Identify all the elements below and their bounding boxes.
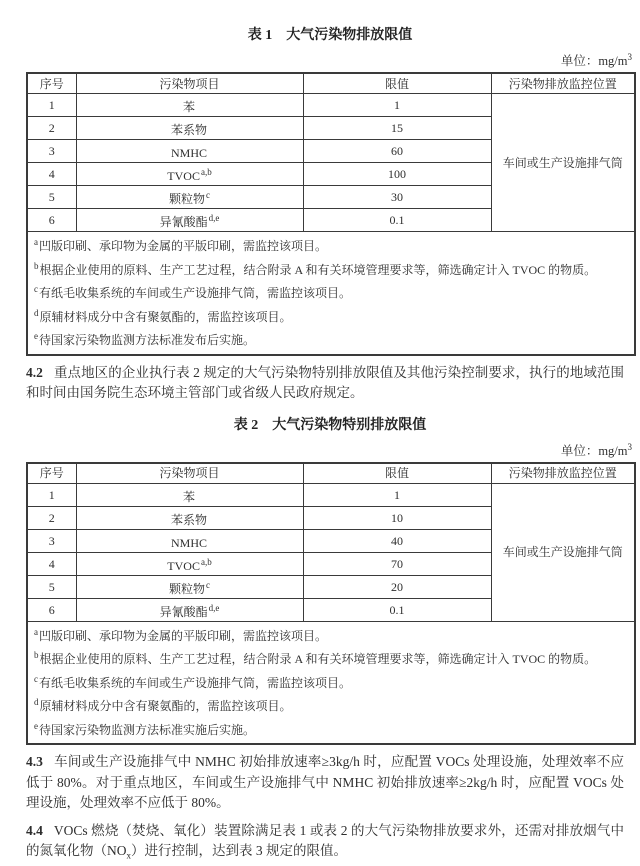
pollutant-text: NMHC xyxy=(171,536,207,550)
pollutant-note-ref: d,e xyxy=(209,603,220,613)
footnote-marker: a xyxy=(34,627,38,637)
limit-value: 100 xyxy=(303,163,491,186)
footnote xyxy=(34,327,628,351)
table1-footnotes-row xyxy=(27,232,635,355)
pollutant-text: TVOC xyxy=(167,559,200,573)
table1-header-no: 序号 xyxy=(27,73,76,94)
row-no: 5 xyxy=(27,575,76,598)
clause-number: 4.2 xyxy=(26,365,43,380)
table2-title: 表 2 大气污染物特别排放限值 xyxy=(26,414,634,434)
pollutant-name xyxy=(76,575,303,598)
pollutant-text: 异氰酸酯 xyxy=(160,605,208,619)
limit-value: 1 xyxy=(303,94,491,117)
pollutant-text: 苯 xyxy=(183,100,195,114)
pollutant-text: 苯 xyxy=(183,490,195,504)
pollutant-name xyxy=(76,209,303,232)
footnote xyxy=(34,257,628,281)
pollutant-name xyxy=(76,483,303,506)
clause-4-3 xyxy=(26,752,624,814)
table2-header-row xyxy=(27,463,635,484)
table1-emission-limits xyxy=(26,72,636,356)
unit-superscript: 3 xyxy=(628,52,633,62)
unit-text: 单位：mg/m xyxy=(561,54,628,68)
footnote-text: 凹版印刷、承印物为金属的平版印刷，需监控该项目。 xyxy=(39,239,327,253)
pollutant-name xyxy=(76,552,303,575)
footnote xyxy=(34,623,628,647)
limit-value: 0.1 xyxy=(303,598,491,621)
footnote-text: 有纸毛收集系统的车间或生产设施排气筒，需监控该项目。 xyxy=(39,676,351,690)
table2-header-monitor: 污染物排放监控位置 xyxy=(491,463,635,484)
clause-4-2 xyxy=(26,363,624,404)
table2-special-emission-limits xyxy=(26,462,636,746)
table2-header-pollutant: 污染物项目 xyxy=(76,463,303,484)
table1-header-monitor: 污染物排放监控位置 xyxy=(491,73,635,94)
row-no: 5 xyxy=(27,186,76,209)
footnote-text: 根据企业使用的原料、生产工艺过程，结合附录 A 和有关环境管理要求等，筛选确定计入 TVOC 的物质。 xyxy=(40,263,597,277)
clause-number: 4.3 xyxy=(26,754,43,769)
table1-header-limit: 限值 xyxy=(303,73,491,94)
pollutant-note-ref: a,b xyxy=(201,167,212,177)
table2-header-limit: 限值 xyxy=(303,463,491,484)
clause-text: VOCs 燃烧（焚烧、氧化）装置除满足表 1 或表 2 的大气污染物排放要求外，还需对排放烟气中的氮氧化物（NO xyxy=(26,823,624,859)
pollutant-name xyxy=(76,140,303,163)
limit-value: 70 xyxy=(303,552,491,575)
table2-unit-label xyxy=(26,441,632,459)
footnote xyxy=(34,670,628,694)
clause-text: ）进行控制，达到表 3 规定的限值。 xyxy=(131,843,347,858)
footnote xyxy=(34,304,628,328)
table-row xyxy=(27,483,635,506)
pollutant-text: 颗粒物 xyxy=(169,192,205,206)
footnote xyxy=(34,233,628,257)
clause-number: 4.4 xyxy=(26,823,43,838)
pollutant-name xyxy=(76,598,303,621)
row-no: 2 xyxy=(27,117,76,140)
pollutant-name xyxy=(76,506,303,529)
row-no: 1 xyxy=(27,94,76,117)
limit-value: 1 xyxy=(303,483,491,506)
pollutant-name xyxy=(76,529,303,552)
table1-header-row xyxy=(27,73,635,94)
footnote-marker: e xyxy=(34,331,38,341)
clause-text: 车间或生产设施排气中 NMHC 初始排放速率≥3kg/h 时，应配置 VOCs 处理设施，处理效率不应低于 80%。对于重点地区，车间或生产设施排气中 NMHC 初始排放速率≥2kg/h 时，应配置 VOCs 处理设施，处理效率不应低于 80%。 xyxy=(26,754,624,810)
limit-value: 0.1 xyxy=(303,209,491,232)
pollutant-text: 苯系物 xyxy=(171,123,207,137)
footnote xyxy=(34,646,628,670)
limit-value: 15 xyxy=(303,117,491,140)
pollutant-note-ref: c xyxy=(206,190,210,200)
table2-footnotes xyxy=(27,621,635,744)
pollutant-text: 苯系物 xyxy=(171,513,207,527)
unit-text: 单位：mg/m xyxy=(561,444,628,458)
footnote-text: 凹版印刷、承印物为金属的平版印刷，需监控该项目。 xyxy=(39,629,327,643)
clause-4-4 xyxy=(26,821,624,866)
pollutant-name xyxy=(76,163,303,186)
row-no: 6 xyxy=(27,598,76,621)
footnote-marker: d xyxy=(34,308,39,318)
clause-text: 重点地区的企业执行表 2 规定的大气污染物特别排放限值及其他污染控制要求，执行的地域范围和时间由国务院生态环境主管部门或省级人民政府规定。 xyxy=(26,365,624,401)
table1-title: 表 1 大气污染物排放限值 xyxy=(26,24,634,44)
row-no: 1 xyxy=(27,483,76,506)
footnote-text: 待国家污染物监测方法标准实施后实施。 xyxy=(39,723,255,737)
table2-footnotes-row xyxy=(27,621,635,744)
monitor-location-cell: 车间或生产设施排气筒 xyxy=(491,483,635,621)
footnote-marker: b xyxy=(34,261,39,271)
table2-header-no: 序号 xyxy=(27,463,76,484)
footnote-marker: c xyxy=(34,284,38,294)
pollutant-name xyxy=(76,117,303,140)
row-no: 6 xyxy=(27,209,76,232)
pollutant-note-ref: d,e xyxy=(209,213,220,223)
footnote-text: 待国家污染物监测方法标准发布后实施。 xyxy=(39,333,255,347)
footnote-marker: a xyxy=(34,237,38,247)
pollutant-name xyxy=(76,94,303,117)
row-no: 2 xyxy=(27,506,76,529)
footnote-marker: c xyxy=(34,674,38,684)
limit-value: 30 xyxy=(303,186,491,209)
limit-value: 20 xyxy=(303,575,491,598)
footnote-marker: b xyxy=(34,650,39,660)
pollutant-text: TVOC xyxy=(167,169,200,183)
footnote-text: 根据企业使用的原料、生产工艺过程，结合附录 A 和有关环境管理要求等，筛选确定计入 TVOC 的物质。 xyxy=(40,652,597,666)
footnote-text: 原辅材料成分中含有聚氨酯的，需监控该项目。 xyxy=(40,699,292,713)
footnote-marker: d xyxy=(34,697,39,707)
footnote-text: 原辅材料成分中含有聚氨酯的，需监控该项目。 xyxy=(40,310,292,324)
limit-value: 10 xyxy=(303,506,491,529)
table1-unit-label xyxy=(26,51,632,69)
table1-footnotes xyxy=(27,232,635,355)
footnote xyxy=(34,717,628,741)
row-no: 4 xyxy=(27,163,76,186)
footnote xyxy=(34,280,628,304)
pollutant-text: 颗粒物 xyxy=(169,582,205,596)
row-no: 3 xyxy=(27,529,76,552)
pollutant-note-ref: a,b xyxy=(201,557,212,567)
pollutant-text: 异氰酸酯 xyxy=(160,215,208,229)
pollutant-note-ref: c xyxy=(206,580,210,590)
monitor-location-cell: 车间或生产设施排气筒 xyxy=(491,94,635,232)
unit-superscript: 3 xyxy=(628,441,633,451)
pollutant-text: NMHC xyxy=(171,146,207,160)
footnote-marker: e xyxy=(34,721,38,731)
table-row xyxy=(27,94,635,117)
row-no: 4 xyxy=(27,552,76,575)
footnote xyxy=(34,693,628,717)
row-no: 3 xyxy=(27,140,76,163)
nox-subscript: x xyxy=(127,851,132,861)
limit-value: 40 xyxy=(303,529,491,552)
table1-header-pollutant: 污染物项目 xyxy=(76,73,303,94)
limit-value: 60 xyxy=(303,140,491,163)
pollutant-name xyxy=(76,186,303,209)
footnote-text: 有纸毛收集系统的车间或生产设施排气筒，需监控该项目。 xyxy=(39,286,351,300)
